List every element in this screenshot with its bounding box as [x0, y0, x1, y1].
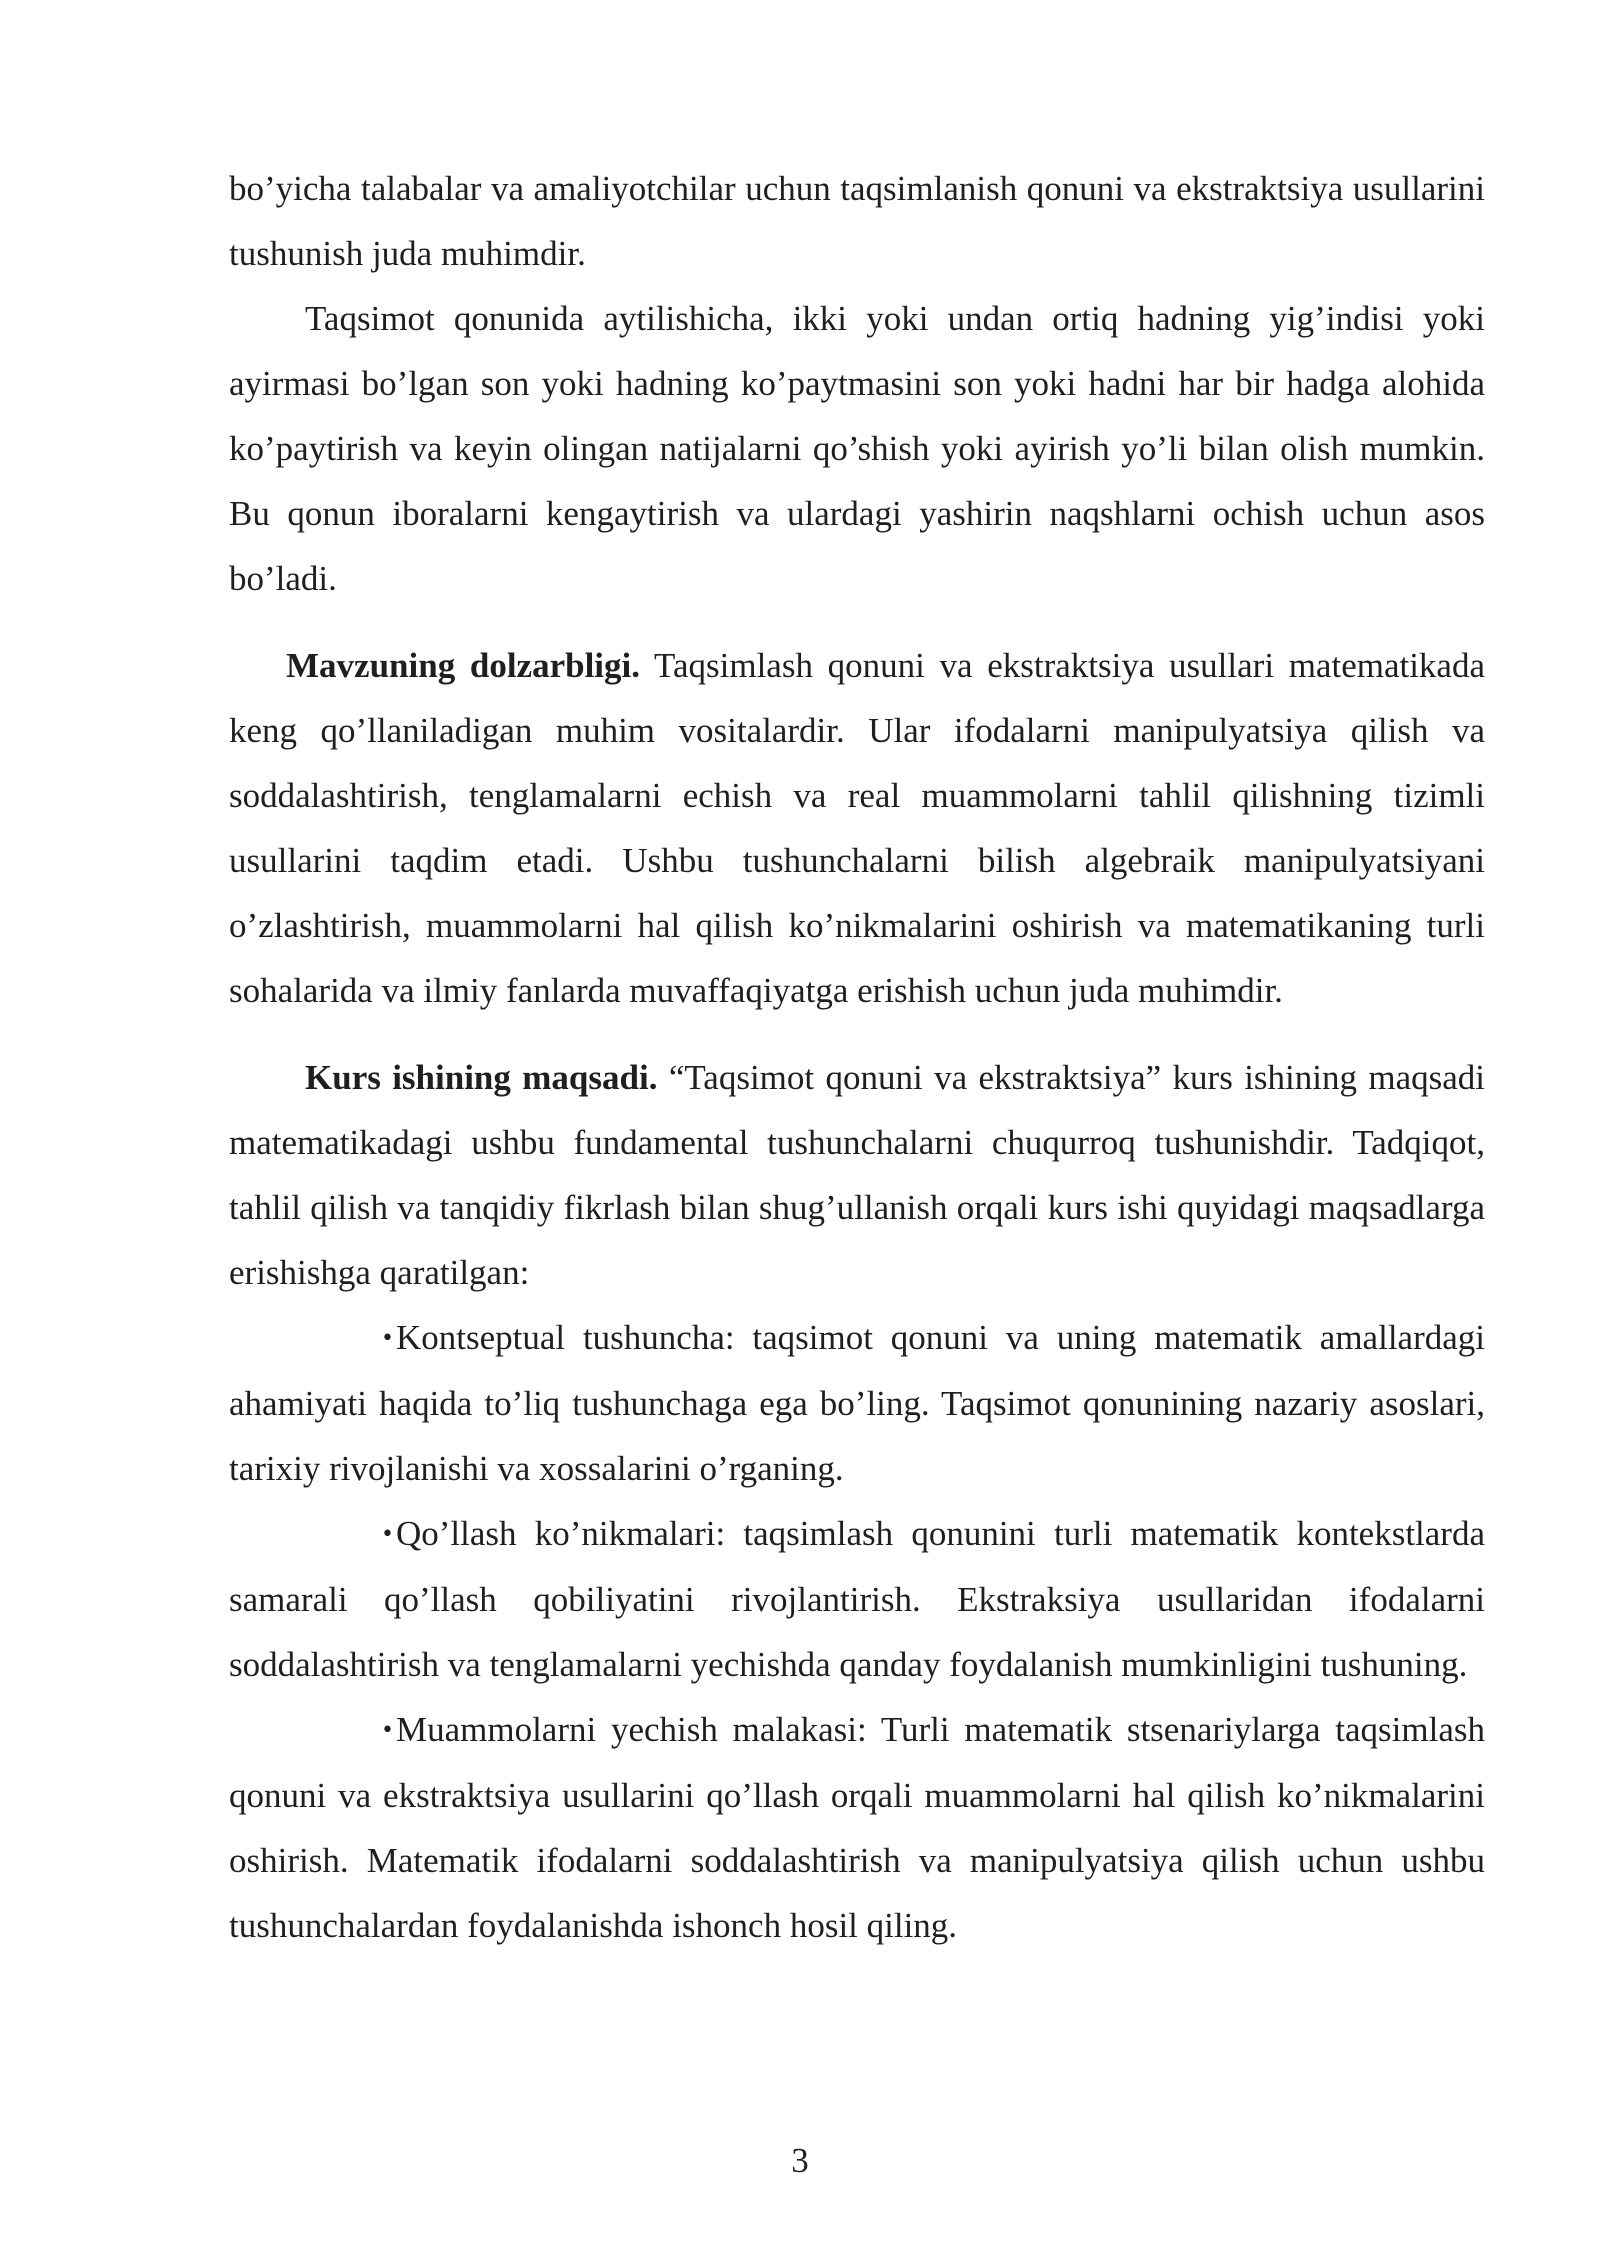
paragraph-course-goal: [229, 1045, 1485, 1305]
bullet-text: Muammolarni yechish malakasi: Turli matematik stsenariylarga taqsimlash qonuni va ekstraktsiya usullarini qo’llash orqali muammolarni hal qilish ko’nikmalarini oshirish. Matematik ifodalarni soddalashtirish va manipulyatsiya qilish uchun ushbu tushunchalardan foydalanishda ishonch hosil qiling.: [229, 1710, 1485, 1945]
bullet-text: Kontseptual tushuncha: taqsimot qonuni va uning matematik amallardagi ahamiyati haqida to’liq tushunchaga ega bo’ling. Taqsimot qonunining nazariy asoslari, tarixiy rivojlanishi va xossalarini o’rganing.: [229, 1318, 1485, 1488]
paragraph-continuation: [229, 156, 1485, 286]
bullet-item-application: [229, 1501, 1485, 1697]
bullet-icon: •: [381, 1326, 394, 1351]
paragraph-distributive-law-definition: [229, 286, 1485, 611]
section-heading-relevance: Mavzuning dolzarbligi.: [286, 646, 641, 685]
paragraph-text: “Taqsimot qonuni va ekstraktsiya” kurs ishining maqsadi matematikadagi ushbu fundamental tushunchalarni chuqurroq tushunishdir. Tadqiqot, tahlil qilish va tanqidiy fikrlash bilan shug’ullanish orqali kurs ishi quyidagi maqsadlarga erishishga qaratilgan:: [229, 1058, 1485, 1292]
bullet-text: Qo’llash ko’nikmalari: taqsimlash qonunini turli matematik kontekstlarda samarali qo’llash qobiliyatini rivojlantirish. Ekstraksiya usullaridan ifodalarni soddalashtirish va tenglamalarni yechishda qanday foydalanish mumkinligini tushuning.: [229, 1514, 1485, 1684]
section-heading-course-goal: Kurs ishining maqsadi.: [305, 1058, 658, 1097]
paragraph-text: Taqsimot qonunida aytilishicha, ikki yoki undan ortiq hadning yig’indisi yoki ayirmasi bo’lgan son yoki hadning ko’paytmasini son yoki hadni har bir hadga alohida ko’paytirish va keyin olingan natijalarni qo’shish yoki ayirish yo’li bilan olish mumkin. Bu qonun iboralarni kengaytirish va ulardagi yashirin naqshlarni ochish uchun asos bo’ladi.: [229, 299, 1485, 598]
document-body: [229, 156, 1485, 1958]
bullet-item-problem-solving: [229, 1697, 1485, 1958]
bullet-icon: •: [381, 1522, 394, 1547]
bullet-icon: •: [381, 1718, 394, 1743]
bullet-item-conceptual: [229, 1305, 1485, 1501]
page-number: 3: [791, 2141, 809, 2180]
paragraph-text: bo’yicha talabalar va amaliyotchilar uchun taqsimlanish qonuni va ekstraktsiya usullarini tushunish juda muhimdir.: [229, 169, 1485, 273]
paragraph-text: Taqsimlash qonuni va ekstraktsiya usullari matematikada keng qo’llaniladigan muhim vositalardir. Ular ifodalarni manipulyatsiya qilish va soddalashtirish, tenglamalarni echish va real muammolarni tahlil qilishning tizimli usullarini taqdim etadi. Ushbu tushunchalarni bilish algebraik manipulyatsiyani o’zlashtirish, muammolarni hal qilish ko’nikmalarini oshirish va matematikaning turli sohalarida va ilmiy fanlarda muvaffaqiyatga erishish uchun juda muhimdir.: [229, 646, 1486, 1010]
paragraph-topic-relevance: [229, 633, 1485, 1023]
